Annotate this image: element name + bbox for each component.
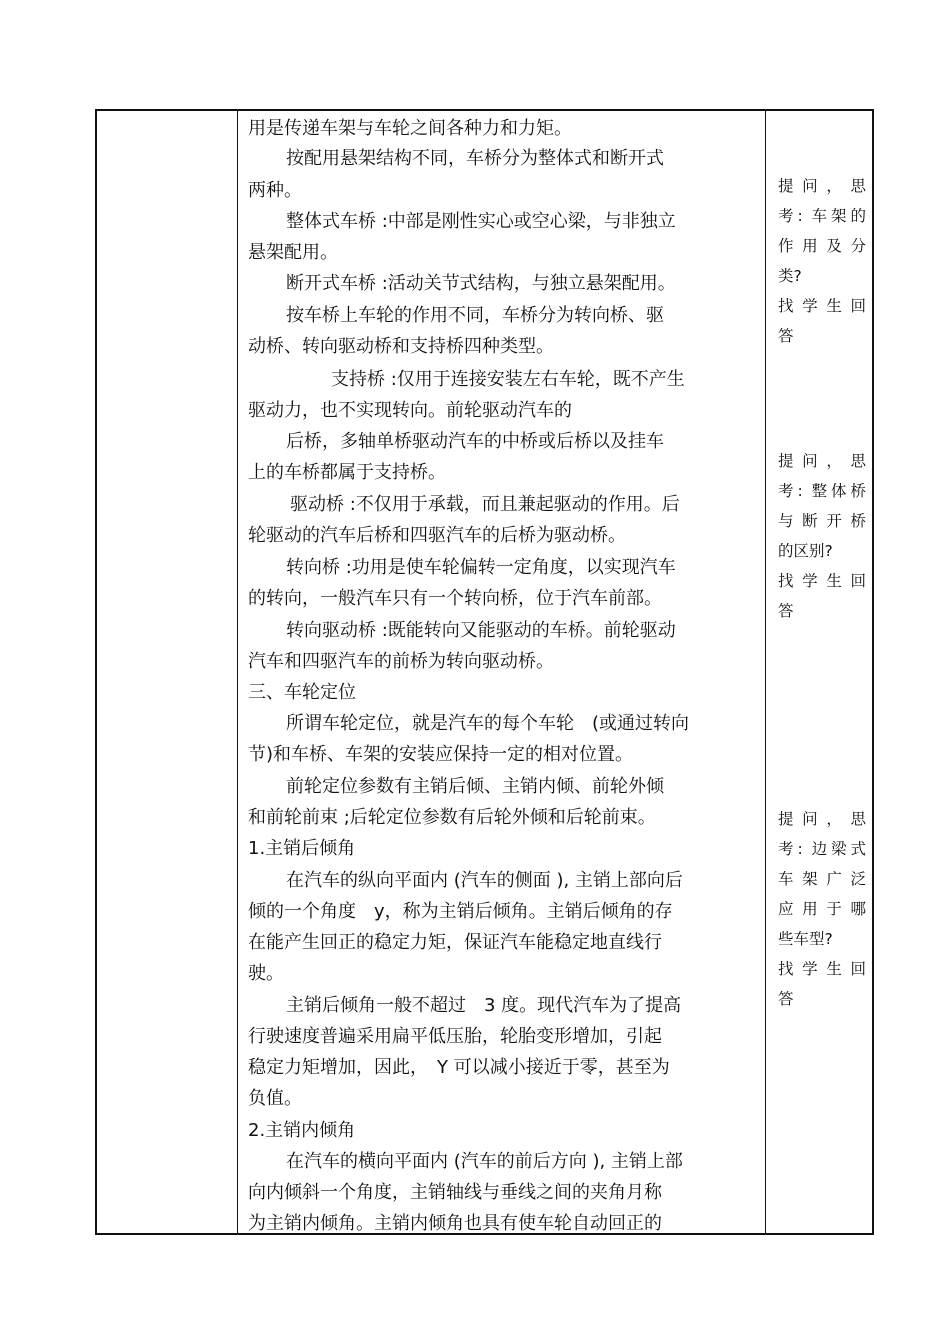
text-line: 按车桥上车轮的作用不同，车桥分为转向桥、驱 [286, 305, 664, 326]
text-line: 的转向，一般汽车只有一个转向桥，位于汽车前部。 [248, 588, 662, 609]
text-line: 节)和车桥、车架的安装应保持一定的相对位置。 [248, 744, 634, 765]
note-line: 提问，思 [778, 177, 866, 195]
subsection-heading: 1.主销后倾角 [248, 838, 356, 859]
text-line: 为主销内倾角。主销内倾角也具有使车轮自动回正的 [248, 1213, 662, 1234]
text-line: 悬架配用。 [248, 242, 338, 263]
note-line: 与断开桥 [778, 512, 866, 530]
note-line: 找学生回 [778, 960, 866, 978]
text-line: 行驶速度普遍采用扁平低压胎，轮胎变形增加，引起 [248, 1026, 662, 1047]
subsection-heading: 2.主销内倾角 [248, 1120, 356, 1141]
text-line: 整体式车桥 :中部是刚性实心或空心梁，与非独立 [286, 211, 676, 232]
note-line: 考: 车架的 [778, 207, 866, 225]
text-line: 按配用悬架结构不同，车桥分为整体式和断开式 [286, 148, 664, 169]
note-line: 考: 整体桥 [778, 482, 866, 500]
text-line: 驶。 [248, 963, 284, 984]
note-line: 答 [778, 327, 794, 345]
text-line: 动桥、转向驱动桥和支持桥四种类型。 [248, 336, 554, 357]
note-line: 车架广泛 [778, 870, 866, 888]
note-line: 答 [778, 602, 794, 620]
teaching-note [778, 171, 866, 351]
text-line: 两种。 [248, 180, 302, 201]
text-line: 转向桥 :功用是使车轮偏转一定角度，以实现汽车 [286, 557, 676, 578]
notes-column [766, 111, 874, 1233]
text-line: 支持桥 :仅用于连接安装左右车轮，既不产生 [331, 369, 685, 390]
note-line: 作用及分 [778, 237, 866, 255]
note-line: 答 [778, 990, 794, 1008]
text-line: 负值。 [248, 1088, 302, 1109]
note-line: 提问，思 [778, 810, 866, 828]
text-line: 轮驱动的汽车后桥和四驱汽车的后桥为驱动桥。 [248, 525, 626, 546]
text-line: 稳定力矩增加，因此， Y 可以减小接近于零，甚至为 [248, 1057, 670, 1078]
note-line: 的区别? [778, 542, 833, 560]
text-line: 主销后倾角一般不超过 3 度。现代汽车为了提高 [286, 995, 682, 1016]
text-line: 向内倾斜一个角度，主销轴线与垂线之间的夹角月称 [248, 1182, 662, 1203]
text-line: 和前轮前束 ;后轮定位参数有后轮外倾和后轮前束。 [248, 807, 656, 828]
note-line: 找学生回 [778, 297, 866, 315]
left-column [97, 111, 238, 1233]
text-line: 所谓车轮定位，就是汽车的每个车轮 (或通过转向 [286, 713, 690, 734]
note-line: 提问，思 [778, 452, 866, 470]
teaching-note [778, 446, 866, 626]
text-line: 倾的一个角度 y，称为主销后倾角。主销后倾角的存 [248, 901, 673, 922]
text-line: 汽车和四驱汽车的前桥为转向驱动桥。 [248, 651, 554, 672]
section-heading: 三、车轮定位 [248, 682, 356, 703]
content-column [238, 111, 766, 1233]
text-line: 断开式车桥 :活动关节式结构，与独立悬架配用。 [286, 273, 676, 294]
note-line: 应用于哪 [778, 900, 866, 918]
note-line: 些车型? [778, 930, 833, 948]
text-line: 在汽车的纵向平面内 (汽车的侧面 ), 主销上部向后 [286, 870, 683, 891]
text-line: 上的车桥都属于支持桥。 [248, 462, 446, 483]
text-line: 驱动桥 :不仅用于承载，而且兼起驱动的作用。后 [290, 494, 680, 515]
text-line: 用是传递车架与车轮之间各种力和力矩。 [248, 118, 572, 139]
lesson-table [95, 109, 874, 1235]
text-line: 在能产生回正的稳定力矩，保证汽车能稳定地直线行 [248, 932, 662, 953]
note-line: 类? [778, 267, 802, 285]
text-line: 后桥，多轴单桥驱动汽车的中桥或后桥以及挂车 [286, 431, 664, 452]
text-line: 在汽车的横向平面内 (汽车的前后方向 ), 主销上部 [286, 1151, 683, 1172]
text-line: 前轮定位参数有主销后倾、主销内倾、前轮外倾 [286, 776, 664, 797]
teaching-note [778, 804, 866, 1014]
text-line: 驱动力，也不实现转向。前轮驱动汽车的 [248, 400, 572, 421]
note-line: 考: 边梁式 [778, 840, 866, 858]
text-line: 转向驱动桥 :既能转向又能驱动的车桥。前轮驱动 [286, 620, 676, 641]
note-line: 找学生回 [778, 572, 866, 590]
